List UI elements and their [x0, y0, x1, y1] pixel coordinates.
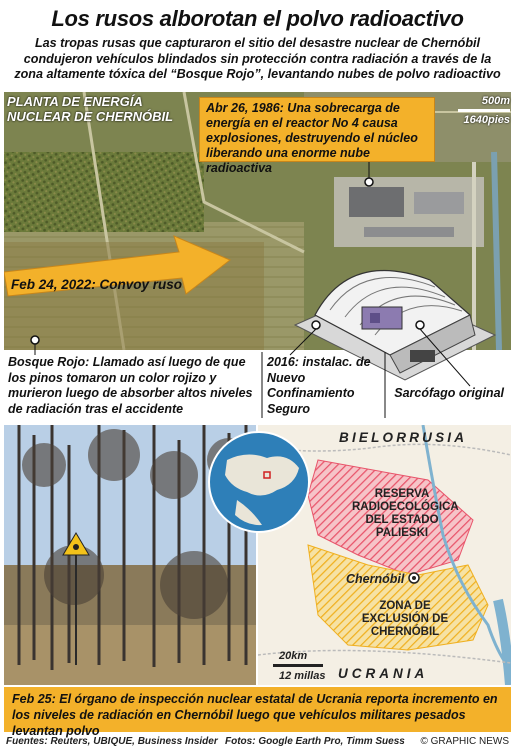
satellite-scale — [452, 94, 510, 127]
scale-meters: 500m — [481, 95, 510, 107]
bottom-callout: Feb 25: El órgano de inspección nuclear estatal de Ucrania reporta incremento en los niveles de radiación en Chernóbil luego que vehículos militares pesados levantan polvo — [4, 687, 511, 732]
scale-bar — [458, 109, 510, 112]
footer-copyright: © GRAPHIC NEWS — [420, 736, 509, 747]
map-label-belarus: BIELORRUSIA — [339, 430, 468, 445]
callout-1986: Abr 26, 1986: Una sobrecarga de energía en el reactor No 4 causa explosiones, destruyendo el núcleo liberando una enorme nube radioactiva — [199, 97, 435, 162]
map-label-ukraine: UCRANIA — [338, 666, 429, 681]
caption-2016: 2016: instalac. de Nuevo Confinamiento Seguro — [267, 355, 371, 416]
caption-red-forest: Bosque Rojo: Llamado así luego de que los pinos tomaron un color rojizo y murieron luego de absorber altos niveles de radiación tras el accidente — [8, 355, 253, 416]
map-scale-bar — [273, 664, 323, 667]
convoy-label: Feb 24, 2022: Convoy ruso — [11, 277, 183, 292]
caption-sarcophagus: Sarcófago original — [394, 386, 504, 400]
page-subtitle: Las tropas rusas que capturaron el sitio del desastre nuclear de Chernóbil condujeron vehículos blindados sin protección contra radiación a través de la zona altamente tóxica del “Bosque Rojo”, levantando nubes de polvo radioactivo — [14, 36, 501, 81]
footer-photos: Fotos: Google Earth Pro, Timm Suess — [225, 736, 405, 747]
footer — [6, 736, 511, 747]
plant-label: PLANTA DE ENERGÍA NUCLEAR DE CHERNÓBIL — [7, 94, 174, 124]
map-label-chernobyl: Chernóbil — [346, 572, 405, 586]
footer-sources: Fuentes: Reuters, UBIQUE, Business Insider — [6, 736, 218, 747]
page-title: Los rusos alborotan el polvo radioactivo — [51, 6, 464, 31]
map-label-exclusion-zone: ZONA DE EXCLUSIÓN DE CHERNÓBIL — [361, 600, 449, 638]
map-label-reserve: RESERVA RADIOECOLÓGICA DEL ESTADO PALIESKI — [352, 488, 459, 539]
map-scale-miles: 12 millas — [279, 670, 326, 682]
globe-locator-icon — [207, 430, 311, 534]
map-scale-km: 20km — [279, 650, 308, 662]
scale-feet: 1640pies — [463, 114, 510, 126]
